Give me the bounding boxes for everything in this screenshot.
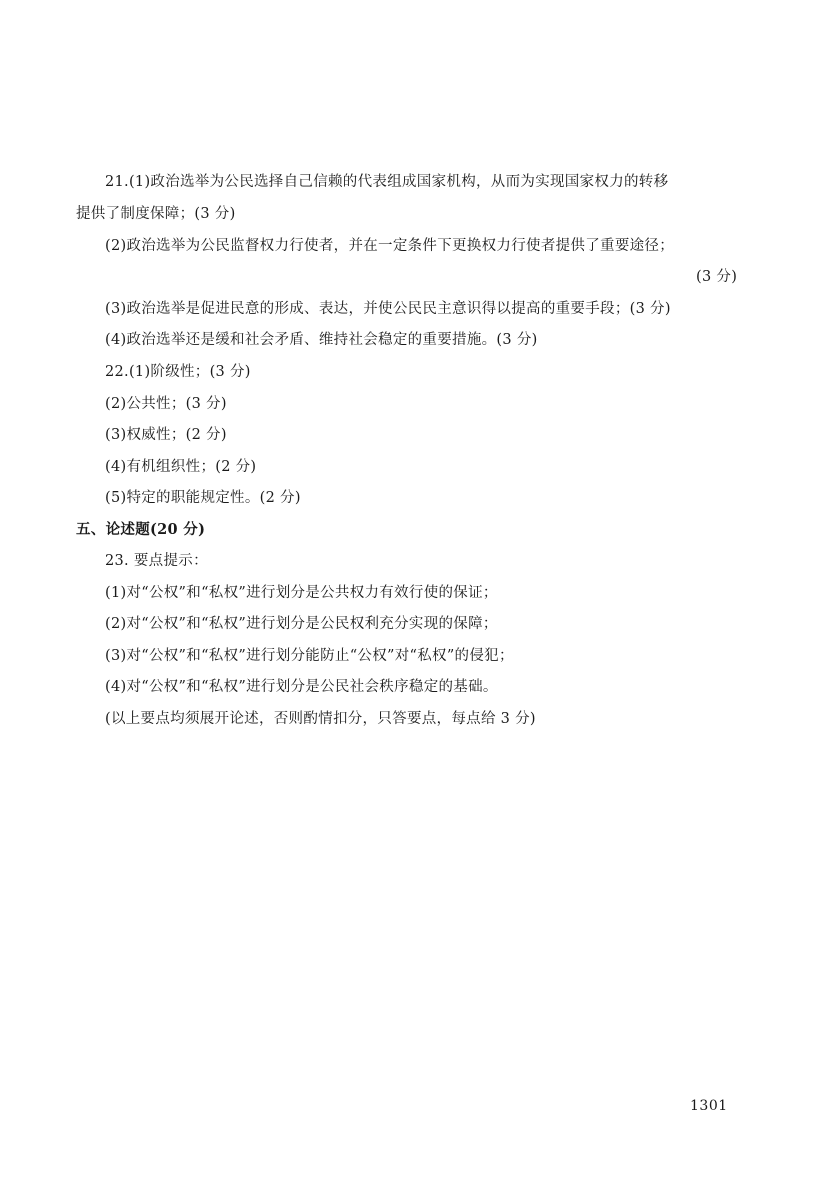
q23-intro: 23. 要点提示：: [105, 553, 208, 569]
q23-item1: (1)对“公权”和“私权”进行划分是公共权力有效行使的保证；: [105, 585, 498, 601]
page-number: 1301: [690, 1098, 728, 1114]
q21-item1-line2: 提供了制度保障；(3 分): [76, 206, 236, 222]
q21-item2: (2)政治选举为公民监督权力行使者，并在一定条件下更换权力行使者提供了重要途径；: [105, 238, 675, 254]
q21-item2-score: (3 分): [696, 269, 738, 285]
q23-note: (以上要点均须展开论述，否则酌情扣分，只答要点，每点给 3 分): [105, 711, 536, 727]
q21-item1-line1: 21.(1)政治选举为公民选择自己信赖的代表组成国家机构，从而为实现国家权力的转移: [105, 174, 669, 190]
q22-item1: 22.(1)阶级性；(3 分): [105, 364, 251, 380]
q21-item3: (3)政治选举是促进民意的形成、表达，并使公民民主意识得以提高的重要手段；(3 分): [105, 301, 671, 317]
section-heading-essay: 五、论述题(20 分): [76, 521, 206, 538]
q21-item4: (4)政治选举还是缓和社会矛盾、维持社会稳定的重要措施。(3 分): [105, 332, 538, 348]
q23-item4: (4)对“公权”和“私权”进行划分是公民社会秩序稳定的基础。: [105, 679, 498, 695]
q23-item3: (3)对“公权”和“私权”进行划分能防止“公权”对“私权”的侵犯；: [105, 648, 514, 664]
q22-item4: (4)有机组织性；(2 分): [105, 459, 257, 475]
q23-item2: (2)对“公权”和“私权”进行划分是公民权利充分实现的保障；: [105, 616, 498, 632]
q22-item3: (3)权威性；(2 分): [105, 427, 227, 443]
q22-item5: (5)特定的职能规定性。(2 分): [105, 490, 301, 506]
q22-item2: (2)公共性；(3 分): [105, 396, 227, 412]
